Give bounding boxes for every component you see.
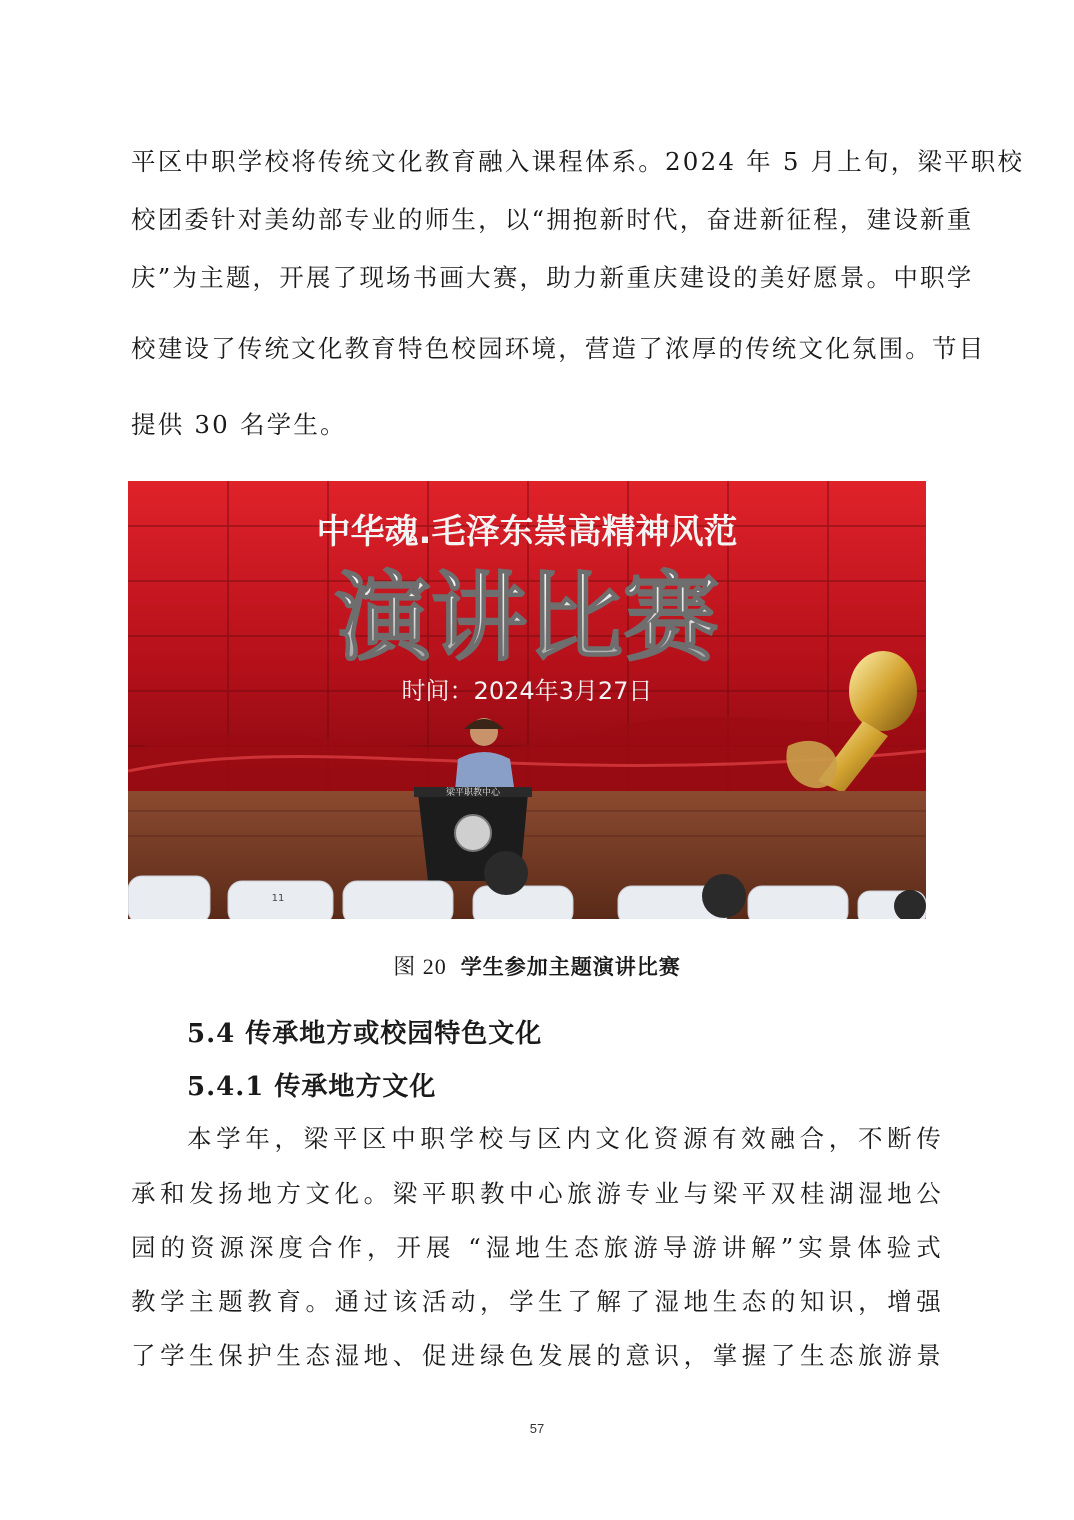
body-text-line: 平区中职学校将传统文化教育融入课程体系。2024 年 5 月上旬，梁平职校 (131, 147, 1025, 176)
body-text-line: 提供 30 名学生。 (131, 410, 347, 439)
figure-caption-text: 学生参加主题演讲比赛 (460, 955, 681, 979)
screen-time-text: 时间：2024年3月27日 (401, 677, 653, 705)
screen-main-text: 演讲比赛 (335, 562, 719, 674)
body-text-line: 校建设了传统文化教育特色校园环境，营造了浓厚的传统文化氛围。节目 (131, 334, 986, 363)
figure-caption (0, 950, 1074, 981)
body-text-line: 承和发扬地方文化。梁平职教中心旅游专业与梁平双桂湖湿地公 (131, 1179, 943, 1208)
subsection-heading: 5.4.1 传承地方文化 (187, 1072, 437, 1102)
body-text-line: 了学生保护生态湿地、促进绿色发展的意识，掌握了生态旅游景 (131, 1341, 943, 1370)
podium-label: 梁平职教中心 (445, 788, 501, 798)
body-text-line: 园的资源深度合作，开展 “湿地生态旅游导游讲解”实景体验式 (131, 1233, 943, 1262)
seat-number: 11 (271, 893, 285, 904)
section-heading: 5.4 传承地方或校园特色文化 (187, 1019, 543, 1049)
speech-contest-photo (128, 481, 926, 919)
body-text-line: 本学年，梁平区中职学校与区内文化资源有效融合，不断传 (187, 1124, 943, 1153)
figure-number: 图 20 (393, 954, 447, 979)
body-text-line: 教学主题教育。通过该活动，学生了解了湿地生态的知识，增强 (131, 1287, 943, 1316)
page-number: 57 (529, 1421, 545, 1436)
screen-title-text: 中华魂.毛泽东崇高精神风范 (316, 512, 738, 552)
body-text-line: 校团委针对美幼部专业的师生，以“拥抱新时代，奋进新征程，建设新重 (131, 205, 974, 234)
body-text-line: 庆”为主题，开展了现场书画大赛，助力新重庆建设的美好愿景。中职学 (131, 263, 974, 292)
